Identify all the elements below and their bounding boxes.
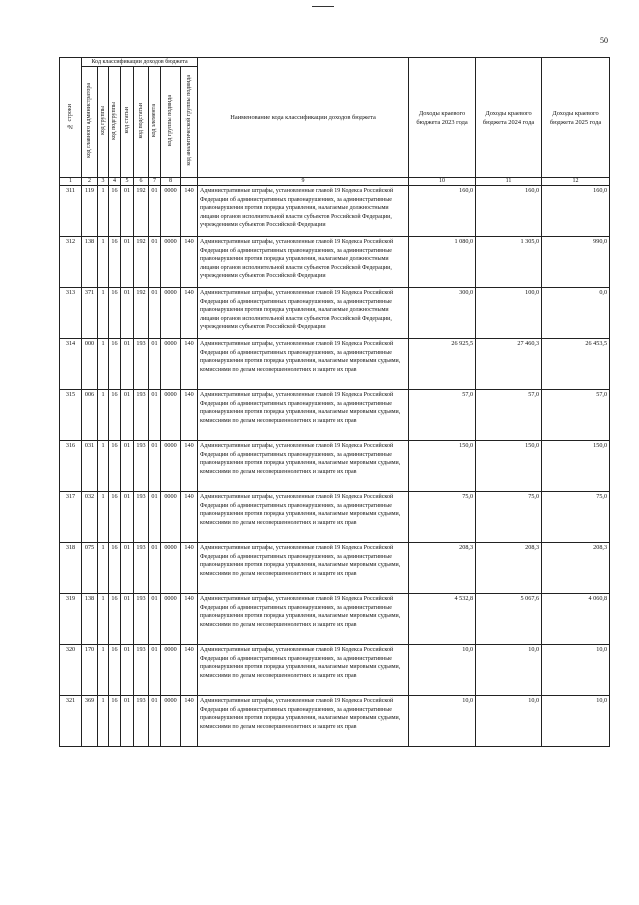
amount-2024: 208,3	[476, 543, 542, 594]
group-code: 1	[98, 237, 109, 288]
income-name: Административные штрафы, установленные главой 19 Кодекса Российской Федерации об административных правонарушениях, за административные правонарушения против порядка управления, налагаемые должностными лицами органов исполнительной власти субъектов Российской Федерации, учреждениями субъектов Российской Федерации	[198, 186, 409, 237]
header-admin: код главного администратора	[82, 67, 98, 178]
element-code: 01	[149, 594, 161, 645]
article-code: 01	[121, 186, 134, 237]
amount-2023: 300,0	[409, 288, 476, 339]
table-row	[60, 645, 610, 696]
row-number: 315	[60, 390, 82, 441]
amount-2024: 75,0	[476, 492, 542, 543]
subarticle-code: 193	[134, 645, 149, 696]
subtype-group-code: 0000	[161, 339, 181, 390]
income-name: Административные штрафы, установленные главой 19 Кодекса Российской Федерации об административных правонарушениях, за административные правонарушения против порядка управления, налагаемые мировыми судьями, комиссиями по делам несовершеннолетних и защите их прав	[198, 339, 409, 390]
amount-2023: 75,0	[409, 492, 476, 543]
amount-2024: 57,0	[476, 390, 542, 441]
admin-code: 032	[82, 492, 98, 543]
group-code: 1	[98, 186, 109, 237]
amount-2024: 100,0	[476, 288, 542, 339]
element-code: 01	[149, 288, 161, 339]
col-number: 10	[409, 178, 476, 186]
subtype-group-code: 0000	[161, 237, 181, 288]
header-subgroup: код подгруппы	[109, 67, 121, 178]
admin-code: 031	[82, 441, 98, 492]
col-number: 7	[149, 178, 161, 186]
group-code: 1	[98, 696, 109, 747]
group-code: 1	[98, 390, 109, 441]
subarticle-code: 193	[134, 441, 149, 492]
table-row	[60, 594, 610, 645]
header-group-code: код группы	[98, 67, 109, 178]
col-number: 11	[476, 178, 542, 186]
col-number: 4	[109, 178, 121, 186]
row-number: 319	[60, 594, 82, 645]
subtype-group-code: 0000	[161, 441, 181, 492]
subgroup-code: 16	[109, 645, 121, 696]
header-row-num: № строки	[60, 58, 82, 178]
subgroup-code: 16	[109, 339, 121, 390]
table-row	[60, 492, 610, 543]
header-analytic-group: код аналитической группы подвида	[181, 67, 198, 178]
admin-code: 138	[82, 594, 98, 645]
amount-2025: 150,0	[542, 441, 610, 492]
subgroup-code: 16	[109, 186, 121, 237]
analytic-group-code: 140	[181, 492, 198, 543]
amount-2023: 4 532,8	[409, 594, 476, 645]
table-row	[60, 339, 610, 390]
table-row	[60, 237, 610, 288]
article-code: 01	[121, 594, 134, 645]
subgroup-code: 16	[109, 441, 121, 492]
income-name: Административные штрафы, установленные главой 19 Кодекса Российской Федерации об административных правонарушениях, за административные правонарушения против порядка управления, налагаемые мировыми судьями, комиссиями по делам несовершеннолетних и защите их прав	[198, 696, 409, 747]
analytic-group-code: 140	[181, 288, 198, 339]
element-code: 01	[149, 390, 161, 441]
row-number: 320	[60, 645, 82, 696]
col-number: 8	[161, 178, 181, 186]
subtype-group-code: 0000	[161, 696, 181, 747]
row-number: 312	[60, 237, 82, 288]
amount-2023: 1 080,0	[409, 237, 476, 288]
amount-2023: 57,0	[409, 390, 476, 441]
col-number: 6	[134, 178, 149, 186]
income-name: Административные штрафы, установленные главой 19 Кодекса Российской Федерации об административных правонарушениях, за административные правонарушения против порядка управления, налагаемые мировыми судьями, комиссиями по делам несовершеннолетних и защите их прав	[198, 543, 409, 594]
amount-2025: 75,0	[542, 492, 610, 543]
subarticle-code: 193	[134, 543, 149, 594]
income-name: Административные штрафы, установленные главой 19 Кодекса Российской Федерации об административных правонарушениях, за административные правонарушения против порядка управления, налагаемые мировыми судьями, комиссиями по делам несовершеннолетних и защите их прав	[198, 390, 409, 441]
article-code: 01	[121, 645, 134, 696]
header-article: код статьи	[121, 67, 134, 178]
element-code: 01	[149, 441, 161, 492]
amount-2025: 10,0	[542, 696, 610, 747]
group-code: 1	[98, 594, 109, 645]
subarticle-code: 193	[134, 696, 149, 747]
subtype-group-code: 0000	[161, 288, 181, 339]
group-code: 1	[98, 441, 109, 492]
subgroup-code: 16	[109, 492, 121, 543]
amount-2024: 1 305,0	[476, 237, 542, 288]
amount-2025: 0,0	[542, 288, 610, 339]
subgroup-code: 16	[109, 696, 121, 747]
admin-code: 075	[82, 543, 98, 594]
subarticle-code: 193	[134, 339, 149, 390]
col-number: 9	[198, 178, 409, 186]
subarticle-code: 192	[134, 288, 149, 339]
element-code: 01	[149, 696, 161, 747]
header-2023: Доходы краевого бюджета 2023 года	[409, 58, 476, 178]
admin-code: 369	[82, 696, 98, 747]
subgroup-code: 16	[109, 543, 121, 594]
group-code: 1	[98, 543, 109, 594]
table-row	[60, 441, 610, 492]
header-element: код элемента	[149, 67, 161, 178]
amount-2023: 150,0	[409, 441, 476, 492]
table-row	[60, 288, 610, 339]
element-code: 01	[149, 543, 161, 594]
analytic-group-code: 140	[181, 186, 198, 237]
col-number: 2	[82, 178, 98, 186]
subtype-group-code: 0000	[161, 492, 181, 543]
income-name: Административные штрафы, установленные главой 19 Кодекса Российской Федерации об административных правонарушениях, за административные правонарушения против порядка управления, налагаемые мировыми судьями, комиссиями по делам несовершеннолетних и защите их прав	[198, 645, 409, 696]
amount-2023: 208,3	[409, 543, 476, 594]
amount-2025: 26 453,5	[542, 339, 610, 390]
analytic-group-code: 140	[181, 594, 198, 645]
element-code: 01	[149, 645, 161, 696]
col-number: 1	[60, 178, 82, 186]
row-number: 318	[60, 543, 82, 594]
income-name: Административные штрафы, установленные главой 19 Кодекса Российской Федерации об административных правонарушениях, за административные правонарушения против порядка управления, налагаемые мировыми судьями, комиссиями по делам несовершеннолетних и защите их прав	[198, 594, 409, 645]
amount-2023: 160,0	[409, 186, 476, 237]
element-code: 01	[149, 492, 161, 543]
group-code: 1	[98, 339, 109, 390]
subarticle-code: 192	[134, 186, 149, 237]
header-name: Наименование кода классификации доходов бюджета	[198, 58, 409, 178]
col-number: 3	[98, 178, 109, 186]
column-number-row	[60, 178, 610, 186]
amount-2024: 10,0	[476, 645, 542, 696]
analytic-group-code: 140	[181, 390, 198, 441]
subgroup-code: 16	[109, 237, 121, 288]
row-number: 316	[60, 441, 82, 492]
amount-2024: 10,0	[476, 696, 542, 747]
col-number: 12	[542, 178, 610, 186]
subarticle-code: 193	[134, 390, 149, 441]
page-number: 50	[600, 36, 608, 45]
article-code: 01	[121, 237, 134, 288]
amount-2025: 57,0	[542, 390, 610, 441]
group-code: 1	[98, 492, 109, 543]
table-row	[60, 186, 610, 237]
subgroup-code: 16	[109, 594, 121, 645]
element-code: 01	[149, 186, 161, 237]
amount-2025: 10,0	[542, 645, 610, 696]
admin-code: 000	[82, 339, 98, 390]
top-rule	[312, 6, 334, 7]
article-code: 01	[121, 543, 134, 594]
article-code: 01	[121, 288, 134, 339]
amount-2025: 4 060,8	[542, 594, 610, 645]
analytic-group-code: 140	[181, 339, 198, 390]
subgroup-code: 16	[109, 390, 121, 441]
amount-2024: 5 067,6	[476, 594, 542, 645]
admin-code: 138	[82, 237, 98, 288]
header-subarticle: код подстатьи	[134, 67, 149, 178]
subarticle-code: 192	[134, 237, 149, 288]
subarticle-code: 193	[134, 594, 149, 645]
amount-2023: 26 925,5	[409, 339, 476, 390]
article-code: 01	[121, 696, 134, 747]
subgroup-code: 16	[109, 288, 121, 339]
table-row	[60, 543, 610, 594]
admin-code: 170	[82, 645, 98, 696]
income-name: Административные штрафы, установленные главой 19 Кодекса Российской Федерации об административных правонарушениях, за административные правонарушения против порядка управления, налагаемые мировыми судьями, комиссиями по делам несовершеннолетних и защите их прав	[198, 441, 409, 492]
analytic-group-code: 140	[181, 441, 198, 492]
row-number: 317	[60, 492, 82, 543]
subtype-group-code: 0000	[161, 186, 181, 237]
element-code: 01	[149, 237, 161, 288]
group-code: 1	[98, 645, 109, 696]
table-row	[60, 390, 610, 441]
header-2025: Доходы краевого бюджета 2025 года	[542, 58, 610, 178]
row-number: 313	[60, 288, 82, 339]
amount-2023: 10,0	[409, 645, 476, 696]
amount-2023: 10,0	[409, 696, 476, 747]
row-number: 311	[60, 186, 82, 237]
header-2024: Доходы краевого бюджета 2024 года	[476, 58, 542, 178]
amount-2024: 160,0	[476, 186, 542, 237]
income-name: Административные штрафы, установленные главой 19 Кодекса Российской Федерации об административных правонарушениях, за административные правонарушения против порядка управления, налагаемые мировыми судьями, комиссиями по делам несовершеннолетних и защите их прав	[198, 492, 409, 543]
analytic-group-code: 140	[181, 543, 198, 594]
subtype-group-code: 0000	[161, 645, 181, 696]
admin-code: 119	[82, 186, 98, 237]
article-code: 01	[121, 390, 134, 441]
col-number: 5	[121, 178, 134, 186]
row-number: 314	[60, 339, 82, 390]
admin-code: 006	[82, 390, 98, 441]
header-subtype-group: код группы подвида	[161, 67, 181, 178]
amount-2024: 27 460,3	[476, 339, 542, 390]
analytic-group-code: 140	[181, 696, 198, 747]
group-code: 1	[98, 288, 109, 339]
analytic-group-code: 140	[181, 645, 198, 696]
subtype-group-code: 0000	[161, 390, 181, 441]
row-number: 321	[60, 696, 82, 747]
income-name: Административные штрафы, установленные главой 19 Кодекса Российской Федерации об административных правонарушениях, за административные правонарушения против порядка управления, налагаемые должностными лицами органов исполнительной власти субъектов Российской Федерации, учреждениями субъектов Российской Федерации	[198, 237, 409, 288]
article-code: 01	[121, 492, 134, 543]
amount-2025: 160,0	[542, 186, 610, 237]
article-code: 01	[121, 441, 134, 492]
admin-code: 371	[82, 288, 98, 339]
table-row	[60, 696, 610, 747]
analytic-group-code: 140	[181, 237, 198, 288]
element-code: 01	[149, 339, 161, 390]
amount-2025: 208,3	[542, 543, 610, 594]
subarticle-code: 193	[134, 492, 149, 543]
subtype-group-code: 0000	[161, 543, 181, 594]
amount-2024: 150,0	[476, 441, 542, 492]
amount-2025: 990,0	[542, 237, 610, 288]
budget-income-table	[59, 57, 610, 747]
header-code-group: Код классификации доходов бюджета	[82, 58, 198, 67]
col-number-empty	[181, 178, 198, 186]
income-name: Административные штрафы, установленные главой 19 Кодекса Российской Федерации об административных правонарушениях, за административные правонарушения против порядка управления, налагаемые должностными лицами органов исполнительной власти субъектов Российской Федерации, учреждениями субъектов Российской Федерации	[198, 288, 409, 339]
subtype-group-code: 0000	[161, 594, 181, 645]
article-code: 01	[121, 339, 134, 390]
